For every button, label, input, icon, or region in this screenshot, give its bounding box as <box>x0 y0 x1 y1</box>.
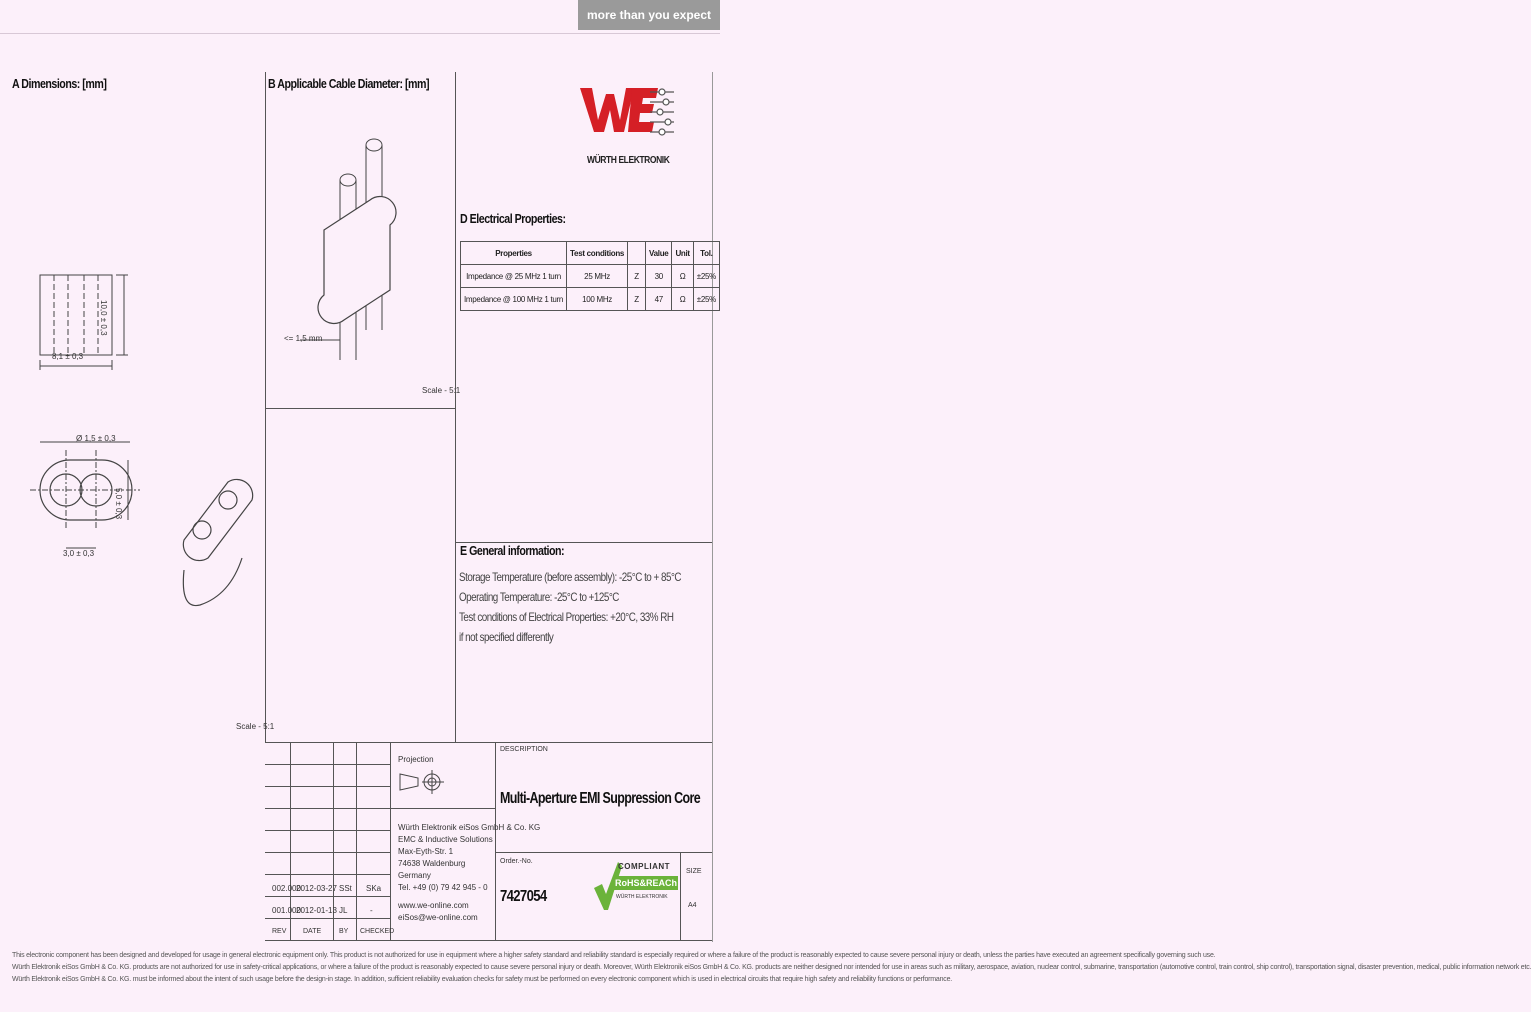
size-label: SIZE <box>686 868 702 875</box>
tb-bottom <box>265 940 712 941</box>
dim-depth: 5,0 ± 0,3 <box>114 488 123 520</box>
order-number: 7427054 <box>500 888 547 905</box>
part-description: Multi-Aperture EMI Suppression Core <box>500 790 701 807</box>
divider-b-d <box>455 72 456 742</box>
by-cell: JL <box>339 906 348 915</box>
by-header: BY <box>339 928 349 935</box>
tb-size-div <box>680 852 681 940</box>
tb-row-line <box>265 830 390 831</box>
description-label: DESCRIPTION <box>500 746 548 753</box>
tb-div <box>495 742 496 940</box>
tb-row-line <box>265 874 390 875</box>
company-email-link[interactable]: eiSos@we-online.com <box>398 913 478 922</box>
disclaimer-line-1: This electronic component has been designed and developed for usage in general electronic equipment only. This product is not authorized for use in equipment where a higher safety standard and reliability standard is especially required or where a failure of the product is reasonably expected to cause severe personal injury or death, unless the parties have executed an agreement specifically governing such use. <box>12 952 1216 959</box>
company-line: Würth Elektronik eiSos GmbH & Co. KG <box>398 823 541 832</box>
rev-header: REV <box>272 928 287 935</box>
col-value: Value <box>646 242 672 265</box>
cell: Impedance @ 100 MHz 1 turn <box>461 288 567 311</box>
scale-b: Scale - 5:1 <box>422 386 461 395</box>
logo-brand-text: WÜRTH ELEKTRONIK <box>587 155 670 166</box>
projection-label: Projection <box>398 755 434 764</box>
table-row <box>461 288 720 311</box>
company-line: 74638 Waldenburg <box>398 859 466 868</box>
company-website-link[interactable]: www.we-online.com <box>398 901 469 910</box>
cell: Impedance @ 25 MHz 1 turn <box>461 265 567 288</box>
frame-right <box>712 72 713 942</box>
rohs-reach-badge: RoHS&REACh <box>615 878 677 888</box>
general-line-operating: Operating Temperature: -25°C to +125°C <box>459 590 619 604</box>
tb-row-line <box>265 764 390 765</box>
header-rule <box>0 33 720 34</box>
isometric-drawing <box>170 470 260 620</box>
cell: 100 MHz <box>567 288 628 311</box>
col-test-conditions: Test conditions <box>567 242 628 265</box>
section-d-title: D Electrical Properties: <box>460 211 566 226</box>
divider-b-bottom <box>265 408 455 409</box>
dim-pitch: 3,0 ± 0,3 <box>63 549 95 558</box>
checked-cell: - <box>370 906 373 915</box>
col-symbol <box>628 242 646 265</box>
order-label: Order.-No. <box>500 858 533 865</box>
cell: Ω <box>672 288 693 311</box>
date-header: DATE <box>303 928 322 935</box>
date-cell: 2012-01-13 <box>296 906 337 915</box>
rohs-compliant-text: COMPLIANT <box>618 862 671 871</box>
tb-row-line <box>265 808 390 809</box>
checked-cell: SKa <box>366 884 382 893</box>
tb-proj-line <box>390 808 495 809</box>
col-tol: Tol. <box>693 242 719 265</box>
dim-width: 8,1 ± 0,3 <box>52 352 84 361</box>
cell: Ω <box>672 265 693 288</box>
col-unit: Unit <box>672 242 693 265</box>
company-line: Germany <box>398 871 431 880</box>
company-line: EMC & Inductive Solutions <box>398 835 493 844</box>
size-value: A4 <box>688 902 697 909</box>
general-line-storage: Storage Temperature (before assembly): -25°C to + 85°C <box>459 570 682 584</box>
rohs-brand-text: WÜRTH ELEKTRONIK <box>616 894 668 900</box>
disclaimer-line-3: Würth Elektronik eiSos GmbH & Co. KG. must be informed about the intent of such usage before the design-in stage. In addition, sufficient reliability evaluation checks for safety must be performed on every electronic component which is used in electrical circuits that require high safety and reliability functions or performance. <box>12 976 953 983</box>
front-view-drawing <box>10 260 150 390</box>
general-line-test: Test conditions of Electrical Properties: +20°C, 33% RH <box>459 610 674 624</box>
tb-col3 <box>356 742 357 940</box>
col-properties: Properties <box>461 242 567 265</box>
tb-col4 <box>390 742 391 940</box>
rev-cell: 001.000 <box>272 906 301 915</box>
cell: Z <box>628 265 646 288</box>
divider-a-b <box>265 72 266 742</box>
tb-row-line <box>265 918 390 919</box>
tagline-text: more than you expect <box>586 8 712 22</box>
table-row <box>461 265 720 288</box>
disclaimer-line-2: Würth Elektronik eiSos GmbH & Co. KG. products are not authorized for use in safety-critical applications, or where a failure of the product is reasonably expected to cause severe personal injury or death. Moreover, Würth Elektronik eiSos GmbH & Co. KG. products are neither designed nor intended for use in areas such as military, aerospace, aviation, nuclear control, submarine, transportation (automotive control, train control, ship control), transportation signal, disaster prevention, medical, public information network etc. <box>12 964 1531 971</box>
company-line: Max-Eyth-Str. 1 <box>398 847 454 856</box>
section-a-title: A Dimensions: [mm] <box>12 76 107 91</box>
dim-hole-dia: Ø 1,5 ± 0,3 <box>76 434 116 443</box>
section-b-title: B Applicable Cable Diameter: [mm] <box>268 76 430 91</box>
tb-row-line <box>265 896 390 897</box>
tb-row-line <box>265 852 390 853</box>
cell: 47 <box>646 288 672 311</box>
cell: 25 MHz <box>567 265 628 288</box>
table-header-row <box>461 242 720 265</box>
by-cell: SSt <box>339 884 352 893</box>
cell: Z <box>628 288 646 311</box>
tb-row-line <box>265 786 390 787</box>
checked-header: CHECKED <box>360 928 395 935</box>
tagline-banner <box>578 0 720 30</box>
cell: 30 <box>646 265 672 288</box>
date-cell: 2012-03-27 <box>296 884 337 893</box>
dim-height: 10,0 ± 0,3 <box>99 300 108 336</box>
cell: ±25% <box>693 265 719 288</box>
general-line-note: if not specified differently <box>459 630 554 644</box>
projection-symbol-icon <box>398 766 446 796</box>
cable-diameter-label: <= 1,5 mm <box>284 334 323 343</box>
scale-a: Scale - 5:1 <box>236 722 275 731</box>
cell: ±25% <box>693 288 719 311</box>
electrical-properties-table <box>460 241 720 311</box>
section-e-title: E General information: <box>460 543 565 558</box>
rev-cell: 002.000 <box>272 884 301 893</box>
company-line: Tel. +49 (0) 79 42 945 - 0 <box>398 883 488 892</box>
